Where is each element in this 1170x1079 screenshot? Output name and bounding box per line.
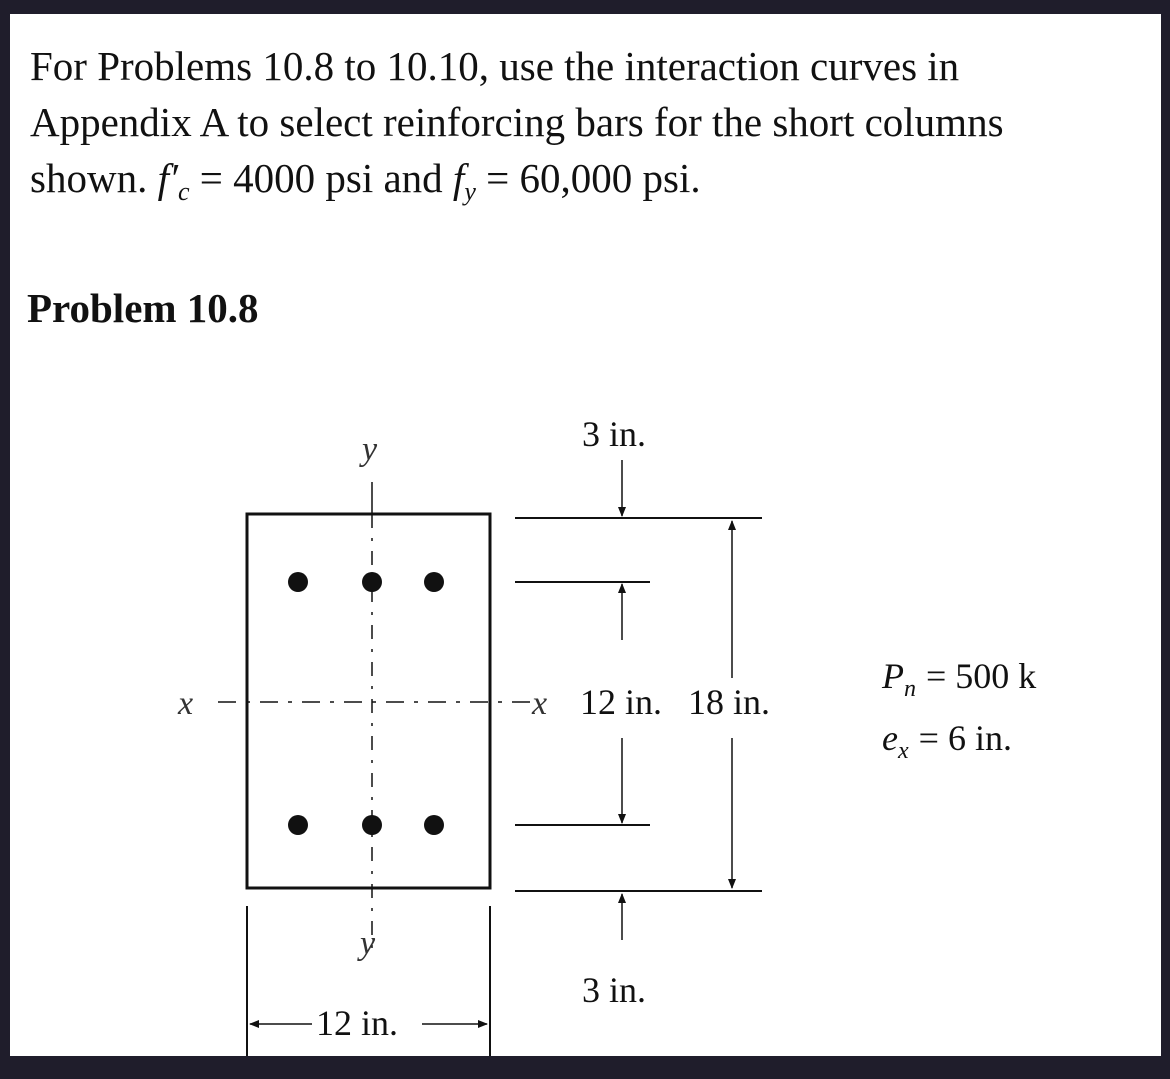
fc-value: = 4000 psi and: [199, 155, 443, 201]
axis-label-x-right: x: [532, 685, 548, 722]
axis-label-y-bottom: y: [360, 925, 376, 962]
top-cover-label: 3 in.: [582, 414, 647, 454]
rebar-bottom-right: [424, 815, 444, 835]
bottom-cover-label: 3 in.: [582, 970, 647, 1010]
problem-title: Problem 10.8: [27, 285, 259, 331]
rebar-top-left: [288, 572, 308, 592]
fy-value: = 60,000 psi.: [486, 155, 701, 201]
fy-symbol: fy: [452, 155, 476, 206]
ex-equation: $e_x = 6$ in.: [882, 718, 1012, 764]
rebar-top-center: [362, 572, 382, 592]
problem-line-2: Appendix A to select reinforcing bars for the short columns: [30, 99, 1004, 145]
rebar-bottom-left: [288, 815, 308, 835]
pn-equation: $P_n = 500$ k: [882, 656, 1037, 702]
column-section-diagram: [10, 14, 1161, 1056]
axis-label-x-left: x: [178, 685, 194, 722]
axis-label-y-top: y: [362, 431, 378, 468]
rebar-top-right: [424, 572, 444, 592]
width-dim-label: 12 in.: [316, 1003, 399, 1043]
fc-symbol: f′c: [157, 155, 190, 206]
shown-text: shown.: [30, 155, 148, 201]
problem-line-1: For Problems 10.8 to 10.10, use the interaction curves in: [30, 43, 960, 89]
rebar-bottom-center: [362, 815, 382, 835]
problem-page: [10, 14, 1161, 1056]
total-dim-label: 18 in.: [688, 682, 771, 722]
inner-dim-label: 12 in.: [580, 682, 663, 722]
